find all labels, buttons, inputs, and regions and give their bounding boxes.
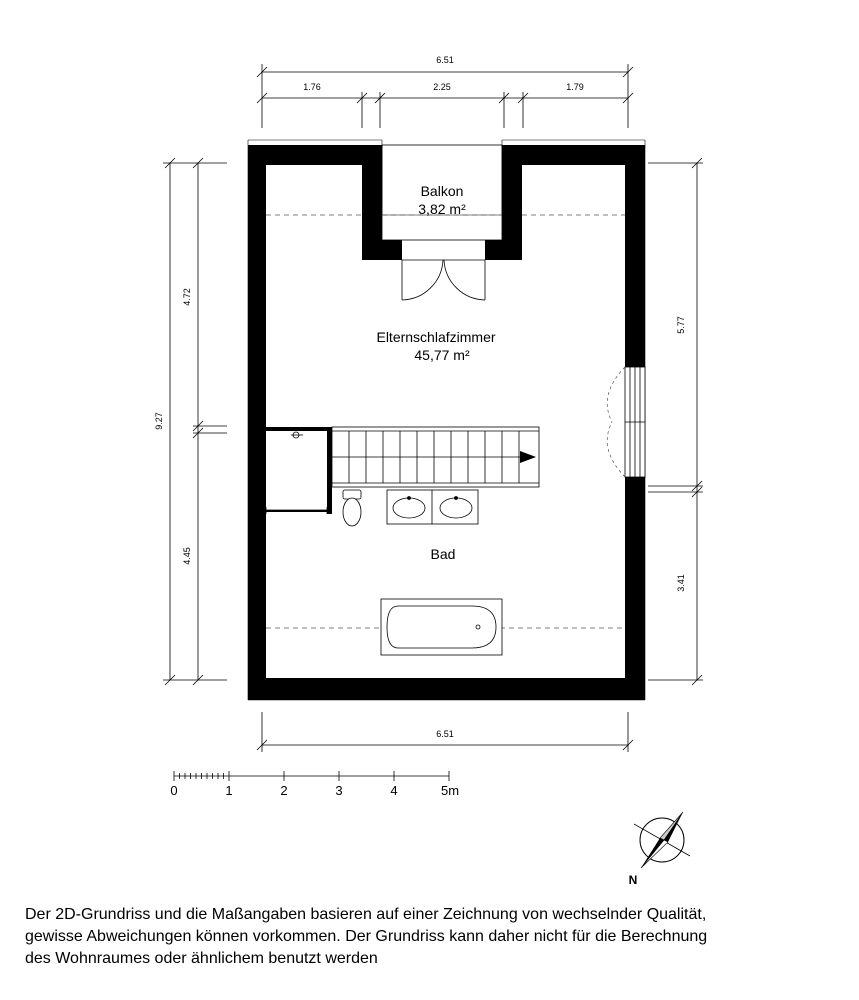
disclaimer-line-3: des Wohnraumes oder ähnlichem benutzt werden	[25, 950, 378, 967]
room-balkon-name: Balkon	[420, 183, 464, 199]
dim-left-lower: 4.45	[182, 547, 192, 565]
room-balkon-area: 3,82 m²	[418, 201, 466, 217]
dimension-lines-left	[163, 158, 227, 685]
dim-left-total: 9.27	[154, 412, 164, 430]
bathtub-icon	[381, 599, 502, 655]
balcony-door	[402, 260, 485, 300]
roof-slope-lines	[266, 215, 625, 628]
staircase	[332, 427, 539, 487]
window-swing	[607, 367, 625, 477]
bath-fixtures-lines	[266, 432, 327, 514]
room-bedroom-name: Elternschlafzimmer	[376, 329, 496, 345]
scale-bar	[174, 771, 449, 781]
dim-right-upper: 5.77	[676, 316, 686, 334]
dim-top-left: 1.76	[303, 82, 321, 92]
scale-label-0: 0	[170, 783, 178, 798]
compass-north-label: N	[628, 873, 638, 887]
scale-label-4: 4	[390, 783, 398, 798]
disclaimer-line-2: gewisse Abweichungen können vorkommen. Der Grundriss kann daher nicht für die Berechnung	[25, 928, 708, 945]
stair-direction-arrow-icon	[520, 451, 536, 463]
right-window	[625, 367, 645, 477]
disclaimer	[25, 904, 840, 970]
room-bath-name: Bad	[430, 546, 456, 562]
compass-icon	[634, 812, 690, 868]
scale-label-3: 3	[335, 783, 343, 798]
dim-top-middle: 2.25	[433, 82, 451, 92]
scale-label-5: 5m	[440, 783, 460, 798]
scale-label-1: 1	[225, 783, 233, 798]
dim-bottom-total: 6.51	[436, 729, 454, 739]
dim-right-lower: 3.41	[676, 574, 686, 592]
dim-top-total: 6.51	[436, 55, 454, 65]
disclaimer-line-1: Der 2D-Grundriss und die Maßangaben basieren auf einer Zeichnung von wechselnder Qualität,	[25, 906, 707, 923]
double-sink-icon	[387, 490, 478, 524]
room-bedroom-area: 45,77 m²	[414, 347, 470, 363]
dim-top-right: 1.79	[566, 82, 584, 92]
scale-label-2: 2	[280, 783, 288, 798]
dimension-lines-top	[257, 64, 633, 128]
toilet-icon	[343, 490, 361, 526]
dimension-lines-right	[648, 158, 703, 685]
dim-left-upper: 4.72	[182, 288, 192, 306]
